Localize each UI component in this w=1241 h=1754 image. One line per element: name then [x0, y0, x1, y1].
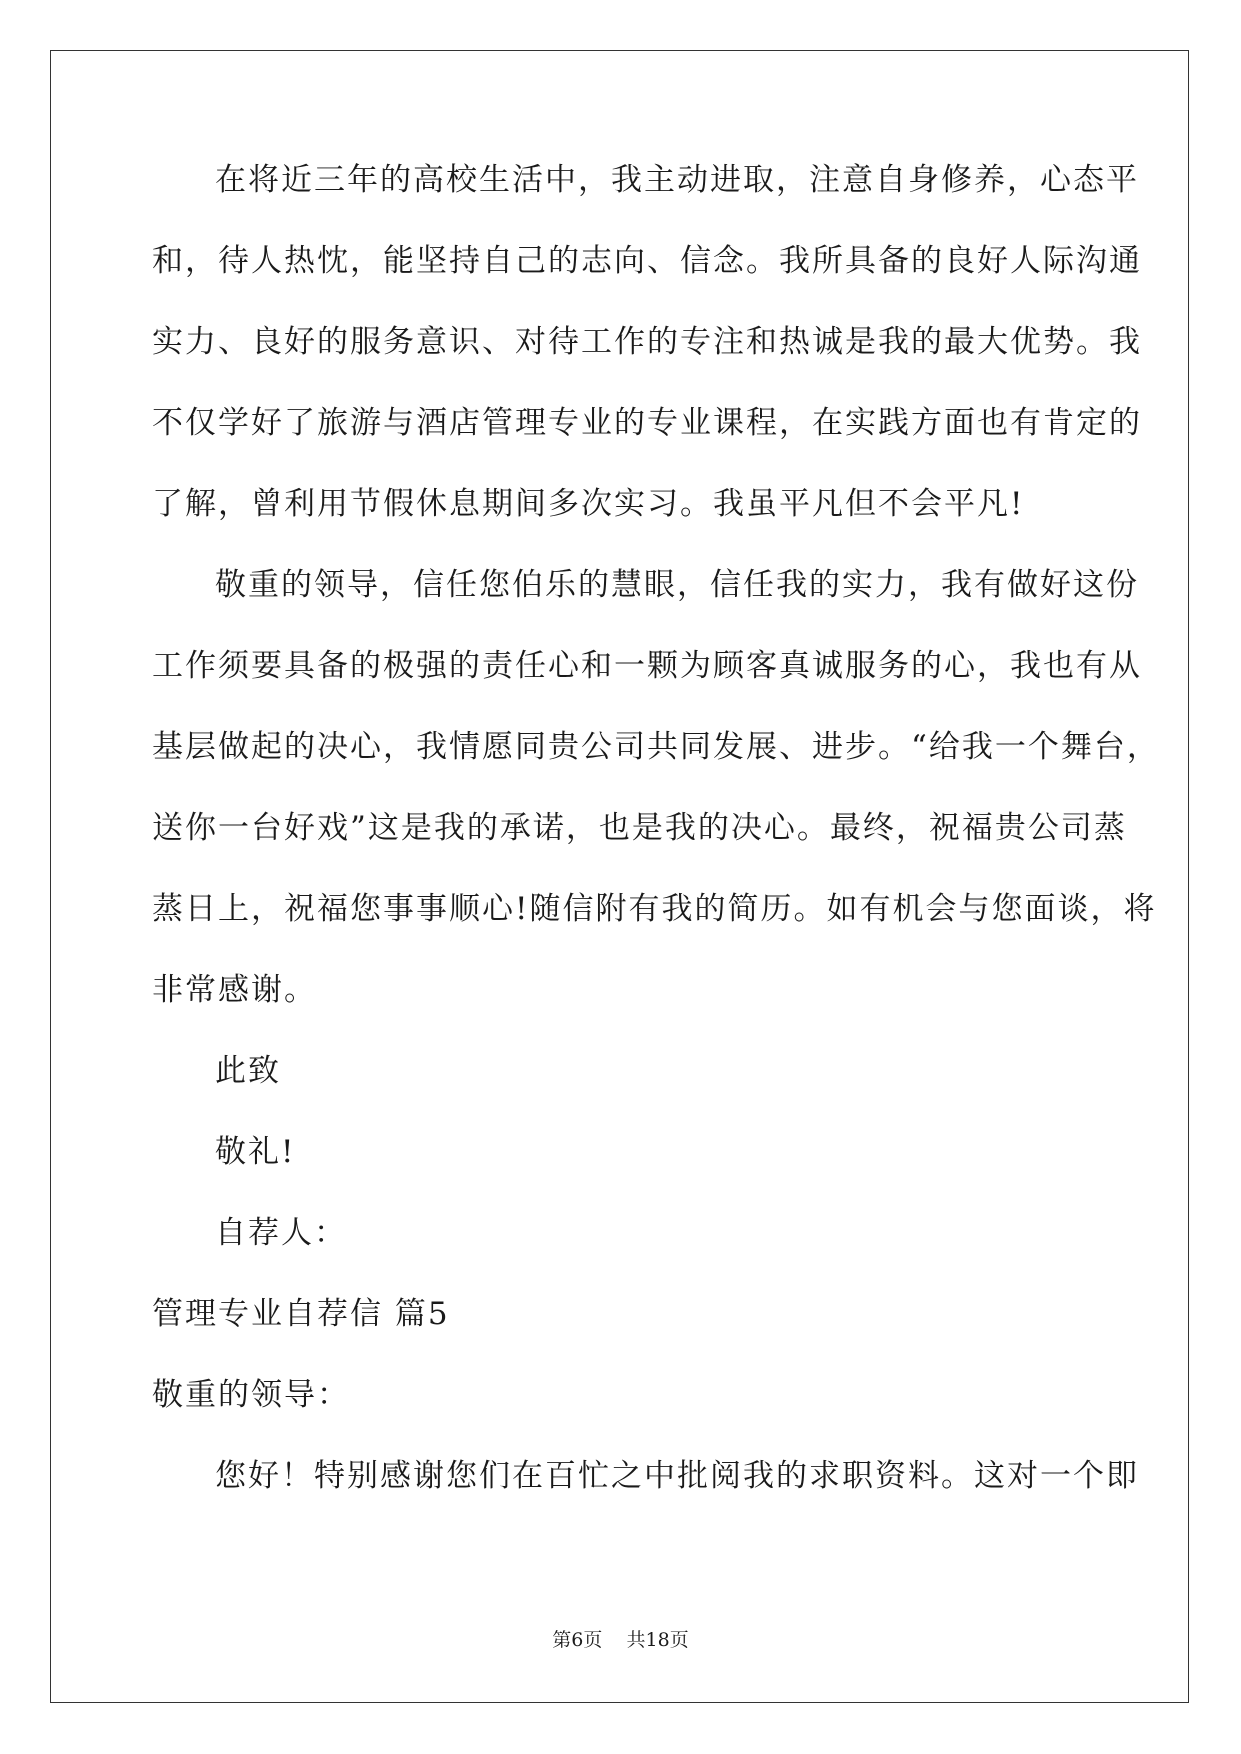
paragraph-line: 了解，曾利用节假休息期间多次实习。我虽平凡但不会平凡! [152, 486, 1025, 522]
paragraph-line: 敬重的领导，信任您伯乐的慧眼，信任我的实力，我有做好这份 [215, 567, 1139, 603]
page-footer [0, 1625, 1241, 1652]
letter-greeting: 敬重的领导： [152, 1377, 350, 1413]
paragraph-line: 不仅学好了旅游与酒店管理专业的专业课程，在实践方面也有肯定的 [152, 405, 1142, 441]
paragraph-line: 非常感谢。 [152, 972, 317, 1008]
signature-label: 自荐人： [215, 1215, 347, 1251]
closing-regards: 敬礼! [215, 1134, 296, 1170]
paragraph-line: 和，待人热忱，能坚持自己的志向、信念。我所具备的良好人际沟通 [152, 243, 1142, 279]
page-number: 第6页 [552, 1629, 603, 1651]
paragraph-line: 蒸日上，祝福您事事顺心!随信附有我的简历。如有机会与您面谈，将 [152, 891, 1157, 927]
section-heading: 管理专业自荐信 篇5 [152, 1296, 450, 1332]
paragraph-line: 送你一台好戏”这是我的承诺，也是我的决心。最终，祝福贵公司蒸 [152, 810, 1127, 846]
paragraph-line: 基层做起的决心，我情愿同贵公司共同发展、进步。“给我一个舞台， [152, 729, 1160, 765]
closing-salutation: 此致 [215, 1053, 281, 1089]
paragraph-line: 实力、良好的服务意识、对待工作的专注和热诚是我的最大优势。我 [152, 324, 1142, 360]
page-total: 共18页 [626, 1629, 689, 1651]
document-body [152, 160, 1160, 1537]
paragraph-line: 在将近三年的高校生活中，我主动进取，注意自身修养，心态平 [215, 162, 1139, 198]
paragraph-line: 工作须要具备的极强的责任心和一颗为顾客真诚服务的心，我也有从 [152, 648, 1142, 684]
paragraph-line: 您好！特别感谢您们在百忙之中批阅我的求职资料。这对一个即 [215, 1458, 1139, 1494]
